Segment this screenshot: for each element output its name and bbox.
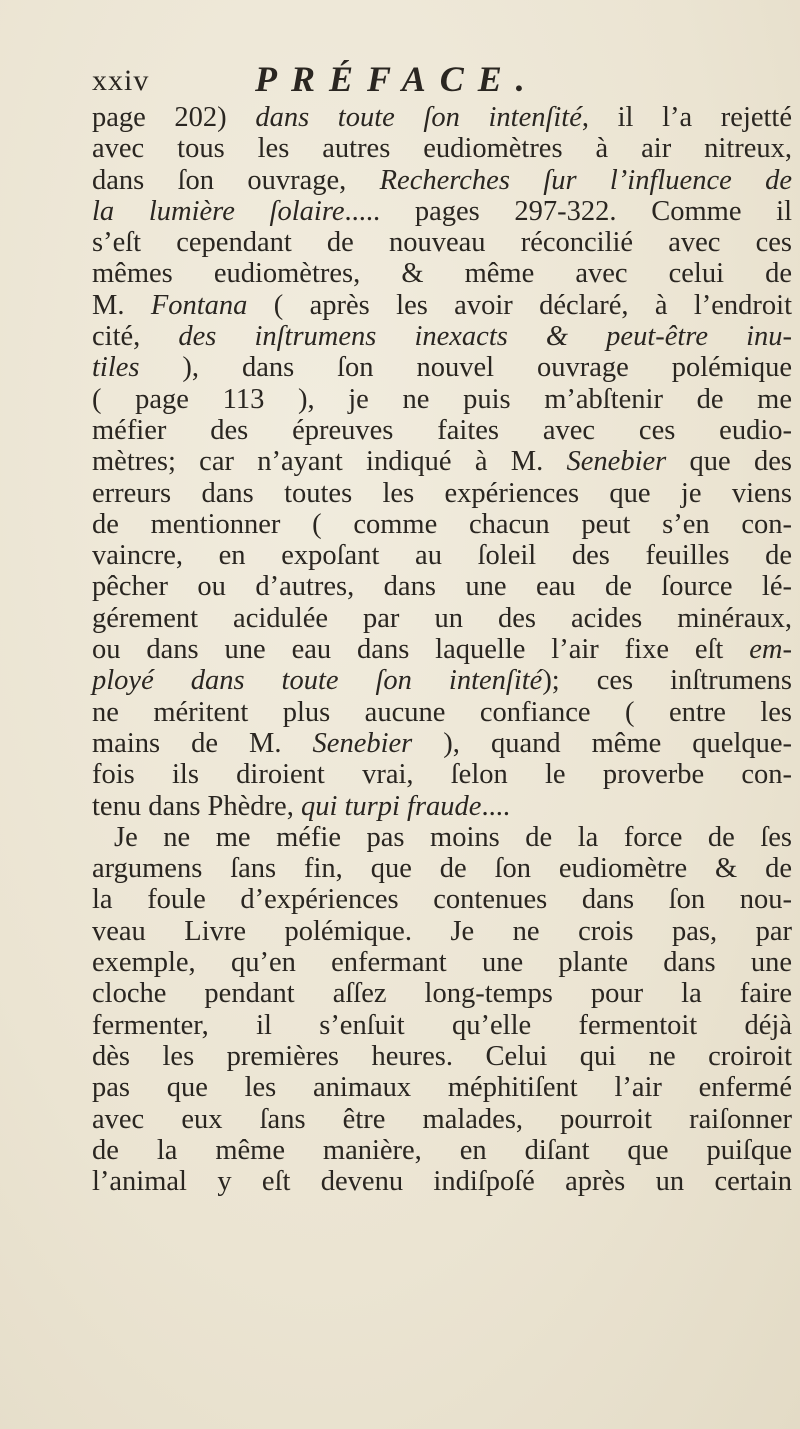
text-run: de mentionner ( comme chacun peut s’en con- — [92, 508, 792, 540]
text-line — [92, 853, 792, 884]
text-run: dans ſon ouvrage, — [92, 164, 380, 196]
text-run: ); ces inſtrumens — [542, 665, 792, 697]
italic-text: Recherches ſur l’influence de — [379, 164, 792, 196]
text-run: méfier des épreuves faites avec ces eudio- — [92, 414, 792, 446]
text-run: ), quand même quelque- — [412, 727, 792, 759]
text-line — [92, 415, 792, 446]
text-run: ), dans ſon nouvel ouvrage polémique — [139, 352, 792, 384]
text-run: tenu dans Phèdre, — [92, 790, 301, 822]
italic-text: Senebier — [312, 727, 413, 759]
text-line — [92, 352, 792, 383]
italic-text: des inſtrumens inexacts & peut-être inu- — [178, 321, 792, 353]
text-run: gérement acidulée par un des acides minéraux, — [92, 602, 792, 634]
text-line — [92, 728, 792, 759]
text-run: , il l’a rejetté — [581, 102, 792, 133]
text-line — [92, 665, 792, 696]
text-run: ou dans une eau dans laquelle l’air fixe eſt — [92, 634, 750, 666]
text-line — [92, 1041, 792, 1072]
text-line — [92, 697, 792, 728]
text-run: Je ne me méfie pas moins de la force de ſes — [114, 821, 792, 853]
text-line — [92, 133, 792, 164]
italic-text: dans toute ſon intenſité — [255, 102, 582, 133]
text-line — [92, 978, 792, 1009]
text-run: ..... pages 297-322. Comme il — [344, 195, 792, 227]
text-line — [92, 384, 792, 415]
text-run: pas que les animaux méphitiſent l’air enfermé — [92, 1072, 792, 1104]
text-run: vaincre, en expoſant au ſoleil des feuilles de — [92, 540, 792, 572]
italic-text: em- — [749, 634, 792, 666]
text-run: avec tous les autres eudiomètres à air nitreux, — [92, 133, 792, 165]
text-line — [92, 634, 792, 665]
italic-text: tiles — [92, 352, 140, 384]
text-line — [92, 446, 792, 477]
text-line — [92, 822, 792, 853]
text-run: cité, — [92, 321, 179, 353]
text-run: page 202) — [92, 102, 256, 133]
body-text — [92, 102, 792, 1197]
text-run: s’eſt cependant de nouveau réconcilié avec ces — [92, 227, 792, 259]
text-run: avec eux ſans être malades, pourroit raiſonner — [92, 1103, 792, 1135]
text-run: exemple, qu’en enfermant une plante dans une — [92, 947, 792, 979]
text-run: la foule d’expériences contenues dans ſon nou- — [92, 884, 792, 916]
text-line — [92, 1135, 792, 1166]
text-run: dès les premières heures. Celui qui ne croiroit — [92, 1040, 792, 1072]
text-line — [92, 165, 792, 196]
text-line — [92, 1166, 792, 1197]
text-run: de la même manière, en diſant que puiſque — [92, 1134, 792, 1166]
italic-text: la lumière ſolaire — [92, 195, 345, 227]
text-line — [92, 290, 792, 321]
text-line — [92, 1072, 792, 1103]
italic-text: qui turpi fraude — [300, 790, 482, 822]
text-run: ( page 113 ), je ne puis m’abſtenir de me — [92, 383, 792, 415]
text-line — [92, 916, 792, 947]
page-number: xxiv — [92, 64, 150, 97]
text-line — [92, 196, 792, 227]
text-run: mètres; car n’ayant indiqué à M. — [92, 446, 567, 478]
text-line — [92, 1104, 792, 1135]
text-run: erreurs dans toutes les expériences que je viens — [92, 477, 792, 509]
text-run: ne méritent plus aucune confiance ( entre les — [92, 696, 792, 728]
text-line — [92, 603, 792, 634]
text-line — [92, 1010, 792, 1041]
text-run: ( après les avoir déclaré, à l’endroit — [247, 289, 792, 321]
text-line — [92, 947, 792, 978]
text-line — [92, 102, 792, 133]
text-run: mains de M. — [92, 727, 313, 759]
running-head — [92, 58, 760, 102]
text-run: argumens ſans fin, que de ſon eudiomètre & de — [92, 853, 792, 885]
text-line — [92, 540, 792, 571]
text-line — [92, 509, 792, 540]
italic-text: ployé dans toute ſon intenſité — [92, 665, 543, 697]
text-run: fois ils diroient vrai, ſelon le proverbe con- — [92, 759, 792, 791]
text-run: M. — [92, 289, 151, 321]
text-run: fermenter, il s’enſuit qu’elle fermentoit déjà — [92, 1009, 792, 1041]
italic-text: Fontana — [150, 289, 248, 321]
text-line — [92, 884, 792, 915]
text-run: cloche pendant aſſez long-temps pour la faire — [92, 978, 792, 1010]
text-line — [92, 791, 792, 822]
text-line — [92, 759, 792, 790]
text-run: pêcher ou d’autres, dans une eau de ſource lé- — [92, 571, 792, 603]
text-line — [92, 478, 792, 509]
text-run: que des — [666, 446, 792, 478]
text-run: l’animal y eſt devenu indiſpoſé après un certain — [92, 1166, 792, 1198]
text-line — [92, 571, 792, 602]
running-title: PRÉFACE. — [255, 59, 539, 99]
text-line — [92, 321, 792, 352]
text-run: mêmes eudiomètres, & même avec celui de — [92, 258, 792, 290]
text-run: .... — [481, 790, 510, 822]
italic-text: Senebier — [566, 446, 667, 478]
text-line — [92, 227, 792, 258]
text-line — [92, 258, 792, 289]
text-run: veau Livre polémique. Je ne crois pas, par — [92, 915, 792, 947]
